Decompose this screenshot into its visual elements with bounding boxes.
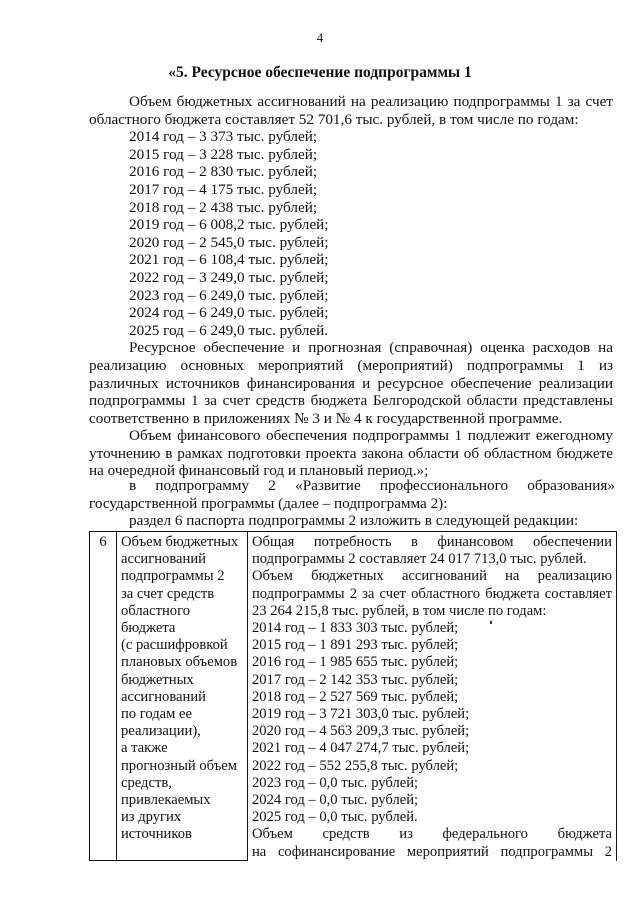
intro-paragraph: Объем бюджетных ассигнований на реализацию подпрограммы 1 за счет областного бюджета составляет 52 701,6 тыс. рублей, в том числе по годам:: [89, 93, 613, 128]
word: в: [129, 477, 137, 494]
row-number: 6: [90, 532, 117, 861]
list-item: 2017 год – 2 142 353 тыс. рублей;: [252, 671, 459, 688]
label-line: средств,: [121, 774, 172, 791]
label-line: за счет средств: [121, 585, 215, 602]
annual-paragraph: Объем финансового обеспечения подпрограммы 1 подлежит ежегодному уточнению в рамках подготовки проекта закона области об областном бюджете на очередной финансовый год и плановый период.»;: [89, 427, 613, 480]
list-item: 2023 год – 6 249,0 тыс. рублей;: [129, 286, 329, 304]
subprogram2-intro-tail: государственной программы (далее – подпрограмма 2):: [89, 494, 448, 512]
subprogram1-year-list: [89, 128, 613, 339]
label-line: подпрограммы 2: [121, 568, 225, 585]
label-line: бюджетных: [121, 671, 194, 688]
list-item: 2015 год – 3 228 тыс. рублей;: [129, 145, 318, 163]
total-need-text: Общая потребность в финансовом обеспечении подпрограммы 2 составляет 24 017 713,0 тыс. рублей.: [252, 534, 612, 568]
list-item: 2025 год – 0,0 тыс. рублей.: [252, 809, 418, 826]
label-line: а также: [121, 740, 168, 757]
list-item: 2025 год – 6 249,0 тыс. рублей.: [129, 321, 329, 339]
label-line: плановых объемов: [121, 654, 238, 671]
label-line: Объем бюджетных: [121, 534, 239, 550]
subprogram1-body: [89, 93, 613, 480]
federal-budget-text-line2: на софинансирование мероприятий подпрограммы 2: [252, 843, 612, 860]
list-item: 2023 год – 0,0 тыс. рублей;: [252, 774, 419, 791]
section-heading: «5. Ресурсное обеспечение подпрограммы 1: [168, 64, 472, 81]
label-line: бюджета: [121, 620, 176, 637]
label-line: областного: [121, 602, 190, 619]
scan-mark: [490, 621, 492, 624]
list-item: 2024 год – 6 249,0 тыс. рублей;: [129, 304, 329, 322]
list-item: 2024 год – 0,0 тыс. рублей;: [252, 792, 419, 809]
federal-budget-text-line1: Объем средств из федерального бюджета: [252, 826, 612, 843]
list-item: 2019 год – 3 721 303,0 тыс. рублей;: [252, 706, 470, 723]
passport-table: [89, 531, 617, 861]
label-line: прогнозный объем: [121, 757, 237, 774]
label-line: ассигнований: [121, 551, 206, 568]
subprogram2-intro: [89, 477, 615, 512]
list-item: 2014 год – 1 833 303 тыс. рублей;: [252, 620, 459, 637]
word: «Развитие: [295, 477, 361, 494]
list-item: 2016 год – 1 985 655 тыс. рублей;: [252, 654, 459, 671]
list-item: 2019 год – 6 008,2 тыс. рублей;: [129, 216, 329, 234]
word: образования»: [527, 477, 615, 494]
list-item: 2018 год – 2 438 тыс. рублей;: [129, 198, 318, 216]
list-item: 2016 год – 2 830 тыс. рублей;: [129, 163, 318, 181]
label-line: привлекаемых: [121, 792, 211, 809]
label-line: из других: [121, 809, 182, 826]
subprogram2-intro-line: [89, 477, 615, 495]
label-line: реализации),: [121, 723, 201, 740]
table-row: [90, 532, 617, 861]
list-item: 2018 год – 2 527 569 тыс. рублей;: [252, 688, 459, 705]
label-line: ассигнований: [121, 688, 206, 705]
page-number: 4: [316, 30, 324, 45]
list-item: 2020 год – 2 545,0 тыс. рублей;: [129, 233, 329, 251]
label-line: по годам ее: [121, 706, 192, 723]
list-item: 2021 год – 4 047 274,7 тыс. рублей;: [252, 740, 470, 757]
list-item: 2021 год – 6 108,4 тыс. рублей;: [129, 251, 329, 269]
list-item: 2022 год – 3 249,0 тыс. рублей;: [129, 268, 329, 286]
list-item: 2015 год – 1 891 293 тыс. рублей;: [252, 637, 459, 654]
list-item: 2020 год – 4 563 209,3 тыс. рублей;: [252, 723, 470, 740]
list-item: 2022 год – 552 255,8 тыс. рублей;: [252, 757, 459, 774]
replace-instruction: раздел 6 паспорта подпрограммы 2 изложить в следующей редакции:: [129, 512, 579, 529]
label-line: (с расшифровкой: [121, 637, 228, 654]
row-content: [248, 532, 617, 861]
word: подпрограмму: [155, 477, 250, 494]
row-label: [117, 532, 248, 861]
label-line: источников: [121, 826, 192, 843]
word: профессионального: [379, 477, 509, 494]
resources-paragraph: Ресурсное обеспечение и прогнозная (справочная) оценка расходов на реализацию основных мероприятий (мероприятий) подпрограммы 1 из различных источников финансирования и ресурсное обеспечение реализации подпрограммы 1 за счет средств бюджета Белгородской области представлены соответственно в приложениях № 3 и № 4 к государственной программе.: [89, 339, 613, 427]
subprogram2-year-list: [252, 620, 612, 826]
list-item: 2017 год – 4 175 тыс. рублей;: [129, 180, 318, 198]
regional-budget-text: Объем бюджетных ассигнований на реализацию подпрограммы 2 за счет областного бюджета составляет 23 264 215,8 тыс. рублей, в том числе по годам:: [252, 568, 612, 619]
list-item: 2014 год – 3 373 тыс. рублей;: [129, 128, 318, 146]
word: 2: [268, 477, 276, 494]
